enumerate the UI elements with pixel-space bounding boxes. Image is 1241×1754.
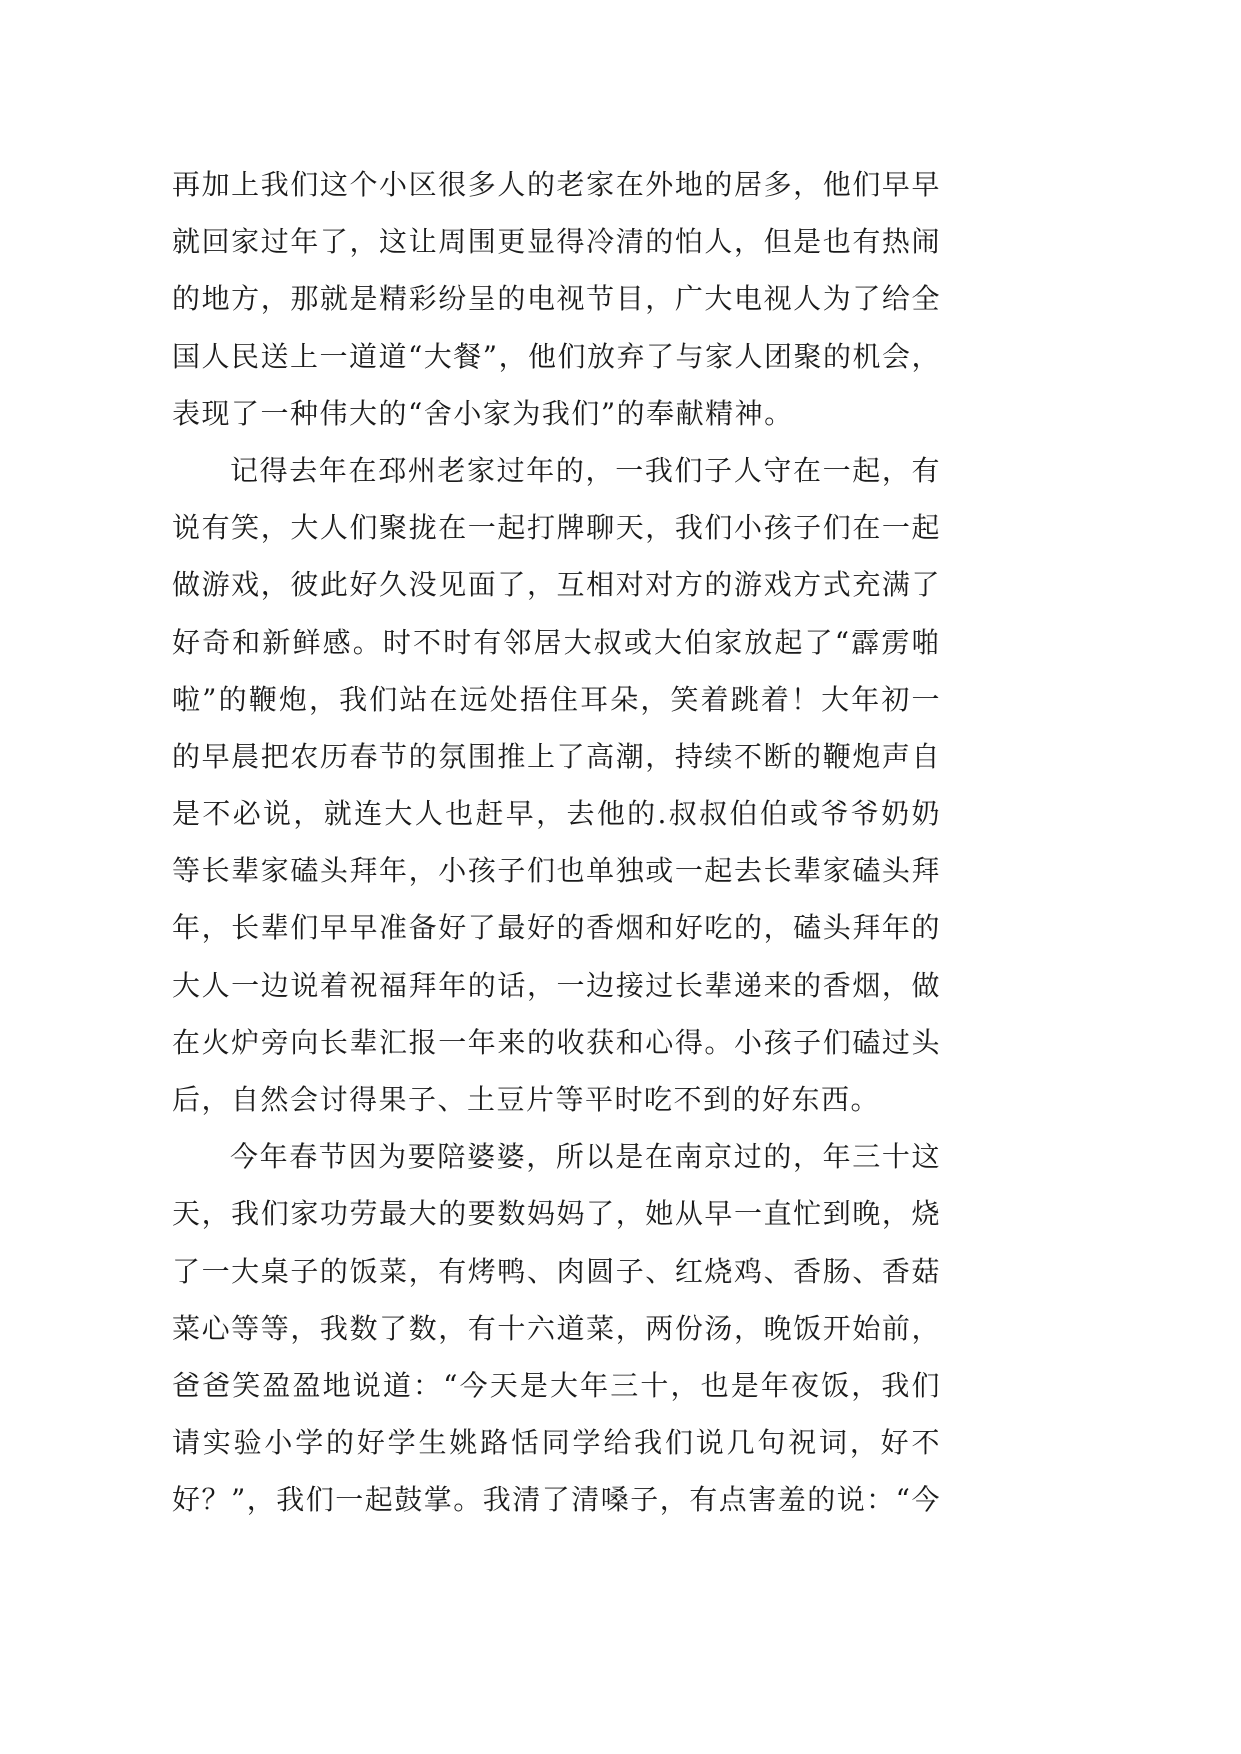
body-text [172, 156, 940, 1529]
text-line: 再加上我们这个小区很多人的老家在外地的居多，他们早早 [172, 168, 940, 201]
text-line: 啦”的鞭炮，我们站在远处捂住耳朵，笑着跳着！大年初一 [172, 682, 940, 716]
text-line: 就回家过年了，这让周围更显得冷清的怕人，但是也有热闹 [172, 225, 940, 259]
text-line: 在火炉旁向长辈汇报一年来的收获和心得。小孩子们磕过头 [172, 1025, 940, 1059]
paragraph-1 [172, 156, 940, 442]
text-line: 爸爸笑盈盈地说道：“今天是大年三十，也是年夜饭，我们 [172, 1368, 940, 1402]
text-line: 今年春节因为要陪婆婆，所以是在南京过的，年三十这 [230, 1140, 940, 1174]
text-line: 好？”，我们一起鼓掌。我清了清嗓子，有点害羞的说：“今 [172, 1483, 940, 1517]
text-line: 做游戏，彼此好久没见面了，互相对对方的游戏方式充满了 [172, 568, 940, 602]
text-line: 等长辈家磕头拜年，小孩子们也单独或一起去长辈家磕头拜 [172, 854, 940, 888]
text-line: 了一大桌子的饭菜，有烤鸭、肉圆子、红烧鸡、香肠、香菇 [172, 1254, 940, 1288]
text-line: 天，我们家功劳最大的要数妈妈了，她从早一直忙到晚，烧 [172, 1197, 940, 1231]
text-line: 国人民送上一道道“大餐”，他们放弃了与家人团聚的机会， [172, 339, 940, 373]
text-line: 后，自然会讨得果子、土豆片等平时吃不到的好东西。 [172, 1083, 881, 1116]
text-line: 好奇和新鲜感。时不时有邻居大叔或大伯家放起了“霹雳啪 [172, 625, 940, 659]
text-line: 表现了一种伟大的“舍小家为我们”的奉献精神。 [172, 396, 794, 430]
text-line: 大人一边说着祝福拜年的话，一边接过长辈递来的香烟，做 [172, 968, 940, 1002]
text-line: 的地方，那就是精彩纷呈的电视节目，广大电视人为了给全 [172, 282, 940, 316]
text-line: 的早晨把农历春节的氛围推上了高潮，持续不断的鞭炮声自 [172, 739, 940, 773]
paragraph-3 [172, 1128, 940, 1528]
text-line: 是不必说，就连大人也赶早，去他的.叔叔伯伯或爷爷奶奶 [172, 797, 940, 831]
text-line: 记得去年在邳州老家过年的，一我们子人守在一起，有 [230, 453, 940, 487]
text-line: 请实验小学的好学生姚路恬同学给我们说几句祝词，好不 [172, 1426, 940, 1460]
text-line: 年，长辈们早早准备好了最好的香烟和好吃的，磕头拜年的 [172, 911, 940, 945]
text-line: 菜心等等，我数了数，有十六道菜，两份汤，晚饭开始前， [172, 1311, 940, 1345]
paragraph-2 [172, 442, 940, 1128]
text-line: 说有笑，大人们聚拢在一起打牌聊天，我们小孩子们在一起 [172, 511, 940, 545]
